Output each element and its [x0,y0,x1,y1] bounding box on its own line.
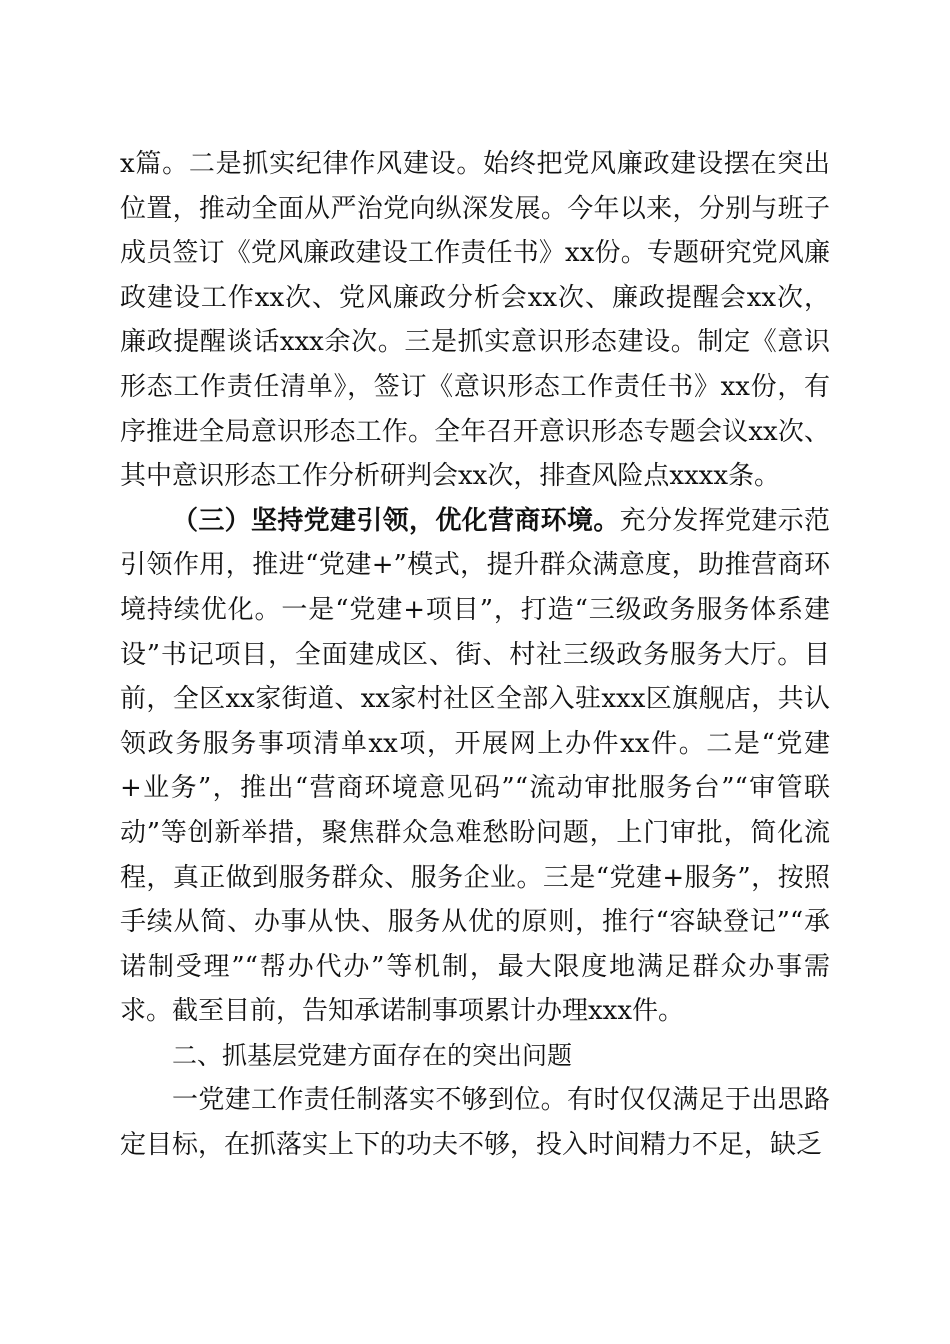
paragraph-business-environment [120,499,830,1034]
paragraph-discipline-ideology [120,142,830,499]
paragraph-responsibility [120,1078,830,1167]
section-heading-problems: 二、抓基层党建方面存在的突出问题 [172,1040,573,1070]
paragraph-text: 充分发挥党建示范引领作用，推进“党建+”模式，提升群众满意度，助推营商环境持续优化。一是“党建+项目”，打造“三级政务服务体系建设”书记项目，全面建成区、街、村社三级政务服务大厅。目前，全区xx家街道、xx家村社区全部入驻xxx区旗舰店，共认领政务服务事项清单xx项，开展网上办件xx件。二是“党建+业务”，推出“营商环境意见码”“流动审批服务台”“审管联动”等创新举措，聚焦群众急难愁盼问题，上门审批，简化流程，真正做到服务群众、服务企业。三是“党建+服务”，按照手续从简、办事从快、服务从优的原则，推行“容缺登记”“承诺制受理”“帮办代办”等机制，最大限度地满足群众办事需求。截至目前，告知承诺制事项累计办理xxx件。 [120,505,830,1027]
paragraph-text: x篇。二是抓实纪律作风建设。始终把党风廉政建设摆在突出位置，推动全面从严治党向纵深发展。今年以来，分别与班子成员签订《党风廉政建设工作责任书》xx份。专题研究党风廉政建设工作xx次、党风廉政分析会xx次、廉政提醒会xx次，廉政提醒谈话xxx余次。三是抓实意识形态建设。制定《意识形态工作责任清单》，签订《意识形态工作责任书》xx份，有序推进全局意识形态工作。全年召开意识形态专题会议xx次、其中意识形态工作分析研判会xx次，排查风险点xxxx条。 [120,149,830,492]
paragraph-text: 一党建工作责任制落实不够到位。有时仅仅满足于出思路定目标，在抓落实上下的功夫不够，投入时间精力不足，缺乏 [120,1085,830,1161]
paragraph-lead-title: （三）坚持党建引领，优化营商环境。 [172,505,620,536]
document-body [120,142,830,1168]
